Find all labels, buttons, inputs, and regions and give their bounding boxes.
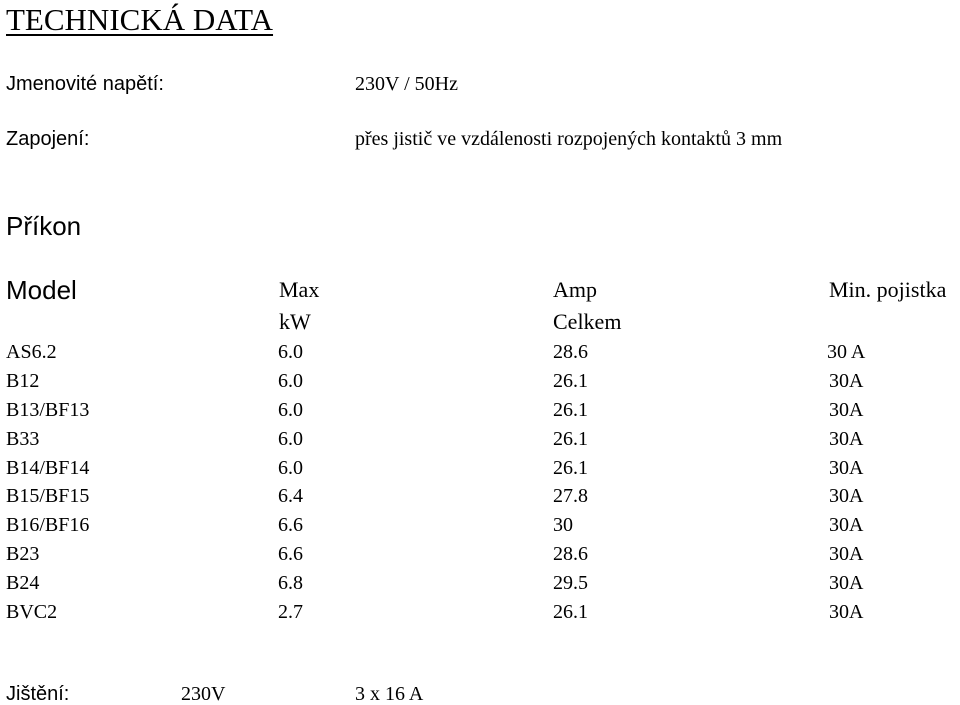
col-header-max-unit: kW: [279, 309, 311, 334]
cell-fuse: 30A: [829, 543, 864, 565]
cell-kw: 6.0: [278, 341, 303, 363]
cell-kw: 6.6: [278, 543, 303, 565]
cell-model: B15/BF15: [6, 485, 90, 507]
cell-amp: 28.6: [553, 341, 588, 363]
table-row: [0, 602, 960, 631]
cell-fuse: 30A: [829, 572, 864, 594]
table-row: [0, 342, 960, 371]
rated-voltage-value: 230V / 50Hz: [355, 73, 458, 95]
connection-label: Zapojení:: [6, 128, 90, 150]
cell-fuse: 30A: [829, 601, 864, 623]
cell-model: AS6.2: [6, 341, 57, 363]
cell-kw: 6.4: [278, 485, 303, 507]
cell-kw: 6.0: [278, 370, 303, 392]
cell-amp: 26.1: [553, 601, 588, 623]
cell-amp: 28.6: [553, 543, 588, 565]
cell-model: B12: [6, 370, 40, 392]
cell-kw: 6.6: [278, 514, 303, 536]
protection-value: 3 x 16 A: [355, 683, 424, 705]
table-row: [0, 486, 960, 515]
cell-amp: 26.1: [553, 457, 588, 479]
table-row: [0, 515, 960, 544]
cell-model: B33: [6, 428, 40, 450]
cell-model: B24: [6, 572, 40, 594]
cell-amp: 27.8: [553, 485, 588, 507]
table-row: [0, 458, 960, 487]
cell-kw: 6.8: [278, 572, 303, 594]
col-header-amp-sub: Celkem: [553, 309, 622, 334]
cell-fuse: 30A: [829, 399, 864, 421]
page-title: TECHNICKÁ DATA: [6, 2, 274, 37]
protection-label: Jištění:: [6, 683, 70, 705]
cell-amp: 30: [553, 514, 573, 536]
cell-fuse: 30A: [829, 514, 864, 536]
cell-model: BVC2: [6, 601, 58, 623]
col-header-max: Max: [279, 277, 320, 302]
col-header-fuse: Min. pojistka: [829, 277, 947, 302]
cell-kw: 2.7: [278, 601, 303, 623]
col-header-model: Model: [6, 275, 77, 305]
table-row: [0, 573, 960, 602]
cell-kw: 6.0: [278, 457, 303, 479]
cell-model: B23: [6, 543, 40, 565]
cell-kw: 6.0: [278, 399, 303, 421]
cell-kw: 6.0: [278, 428, 303, 450]
cell-fuse: 30A: [829, 370, 864, 392]
cell-model: B16/BF16: [6, 514, 90, 536]
protection-voltage: 230V: [181, 683, 226, 705]
cell-model: B13/BF13: [6, 399, 90, 421]
cell-amp: 26.1: [553, 399, 588, 421]
section-power-heading: Příkon: [6, 211, 82, 241]
table-row: [0, 400, 960, 429]
cell-fuse: 30A: [829, 428, 864, 450]
cell-fuse: 30 A: [827, 341, 866, 363]
table-row: [0, 371, 960, 400]
cell-amp: 29.5: [553, 572, 588, 594]
cell-model: B14/BF14: [6, 457, 90, 479]
table-row: [0, 544, 960, 573]
cell-fuse: 30A: [829, 485, 864, 507]
table-row: [0, 429, 960, 458]
col-header-amp: Amp: [553, 277, 597, 302]
cell-amp: 26.1: [553, 428, 588, 450]
cell-fuse: 30A: [829, 457, 864, 479]
rated-voltage-label: Jmenovité napětí:: [6, 73, 164, 95]
connection-value: přes jistič ve vzdálenosti rozpojených kontaktů 3 mm: [355, 128, 783, 150]
cell-amp: 26.1: [553, 370, 588, 392]
